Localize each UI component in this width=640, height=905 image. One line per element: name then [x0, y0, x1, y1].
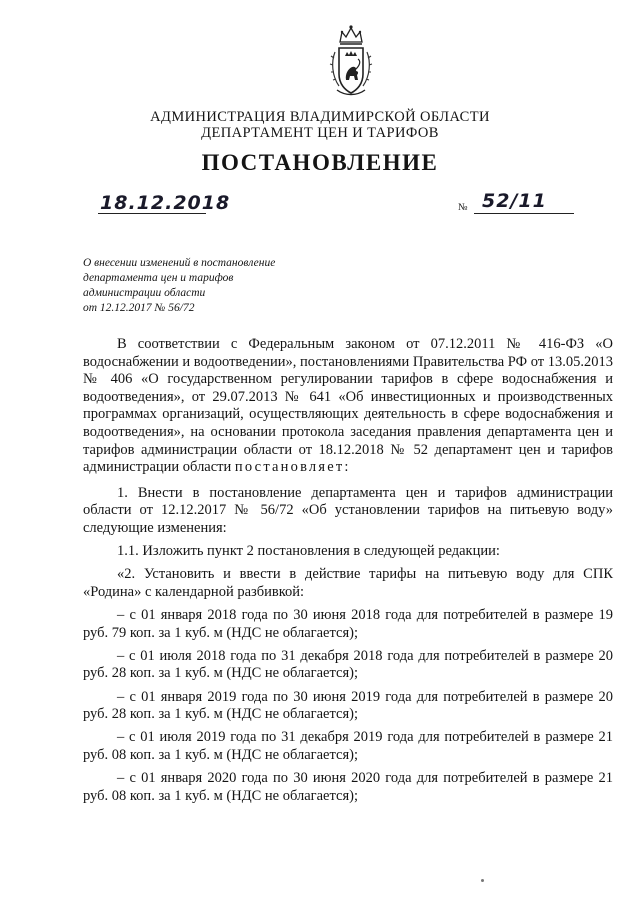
subject-line: администрации области: [83, 287, 206, 299]
coat-of-arms-icon: [327, 24, 375, 98]
clause-1: 1. Внести в постановление департамента цен и тарифов администрации области от 12.12.2017 № 56/72 «Об установлении тарифов на питьевую воду» следующие изменения:: [83, 484, 613, 536]
clause-2: «2. Установить и ввести в действие тарифы на питьевую воду для СПК «Родина» с календарной разбивкой:: [83, 566, 613, 600]
preamble-paragraph: [83, 336, 613, 477]
date-underline: [98, 213, 206, 214]
number-underline: [474, 213, 574, 214]
subject-line: О внесении изменений в постановление: [83, 257, 276, 269]
tariff-item: – с 01 июля 2019 года по 31 декабря 2019 года для потребителей в размере 21 руб. 08 коп. за 1 куб. м (НДС не облагается);: [83, 729, 613, 764]
clause-1-1: 1.1. Изложить пункт 2 постановления в следующей редакции:: [117, 543, 500, 560]
document-date: 18.12.2018: [100, 192, 231, 214]
resolves-word: постановляет:: [234, 459, 351, 476]
scan-speck: [481, 879, 484, 882]
organization-name: АДМИНИСТРАЦИЯ ВЛАДИМИРСКОЙ ОБЛАСТИ: [150, 109, 490, 125]
tariff-item: – с 01 января 2018 года по 30 июня 2018 года для потребителей в размере 19 руб. 79 коп. за 1 куб. м (НДС не облагается);: [83, 607, 613, 641]
subject-line: департамента цен и тарифов: [83, 272, 234, 284]
document-title: ПОСТАНОВЛЕНИЕ: [201, 150, 439, 175]
tariff-item: – с 01 июля 2018 года по 31 декабря 2018 года для потребителей в размере 20 руб. 28 коп. за 1 куб. м (НДС не облагается);: [83, 647, 613, 682]
department-name: ДЕПАРТАМЕНТ ЦЕН И ТАРИФОВ: [201, 125, 439, 141]
preamble-text: В соответствии с Федеральным законом от 07.12.2011 № 416-ФЗ «О водоснабжении и водоотведении», постановлениями Правительства РФ от 13.05.2013 № 406 «О государственном регулировании тарифов в сфере водоснабжения и водоотведения», от 29.07.2013 № 641 «Об инвестиционных и производственных программах организаций, осуществляющих деятельность в сфере водоснабжения и водоотведения», на основании протокола заседания правления департамента цен и тарифов администрации области от 18.12.2018 № 52 департамент цен и тарифов администрации области: [83, 336, 613, 476]
document-number: 52/11: [482, 190, 547, 212]
number-sign: №: [458, 202, 468, 213]
tariff-item: – с 01 января 2019 года по 30 июня 2019 года для потребителей в размере 20 руб. 28 коп. за 1 куб. м (НДС не облагается);: [83, 688, 613, 723]
document-subject: [83, 256, 343, 316]
document-body: [83, 336, 613, 811]
tariff-item: – с 01 января 2020 года по 30 июня 2020 года для потребителей в размере 21 руб. 08 коп. за 1 куб. м (НДС не облагается);: [83, 770, 613, 804]
subject-line: от 12.12.2017 № 56/72: [83, 302, 195, 314]
